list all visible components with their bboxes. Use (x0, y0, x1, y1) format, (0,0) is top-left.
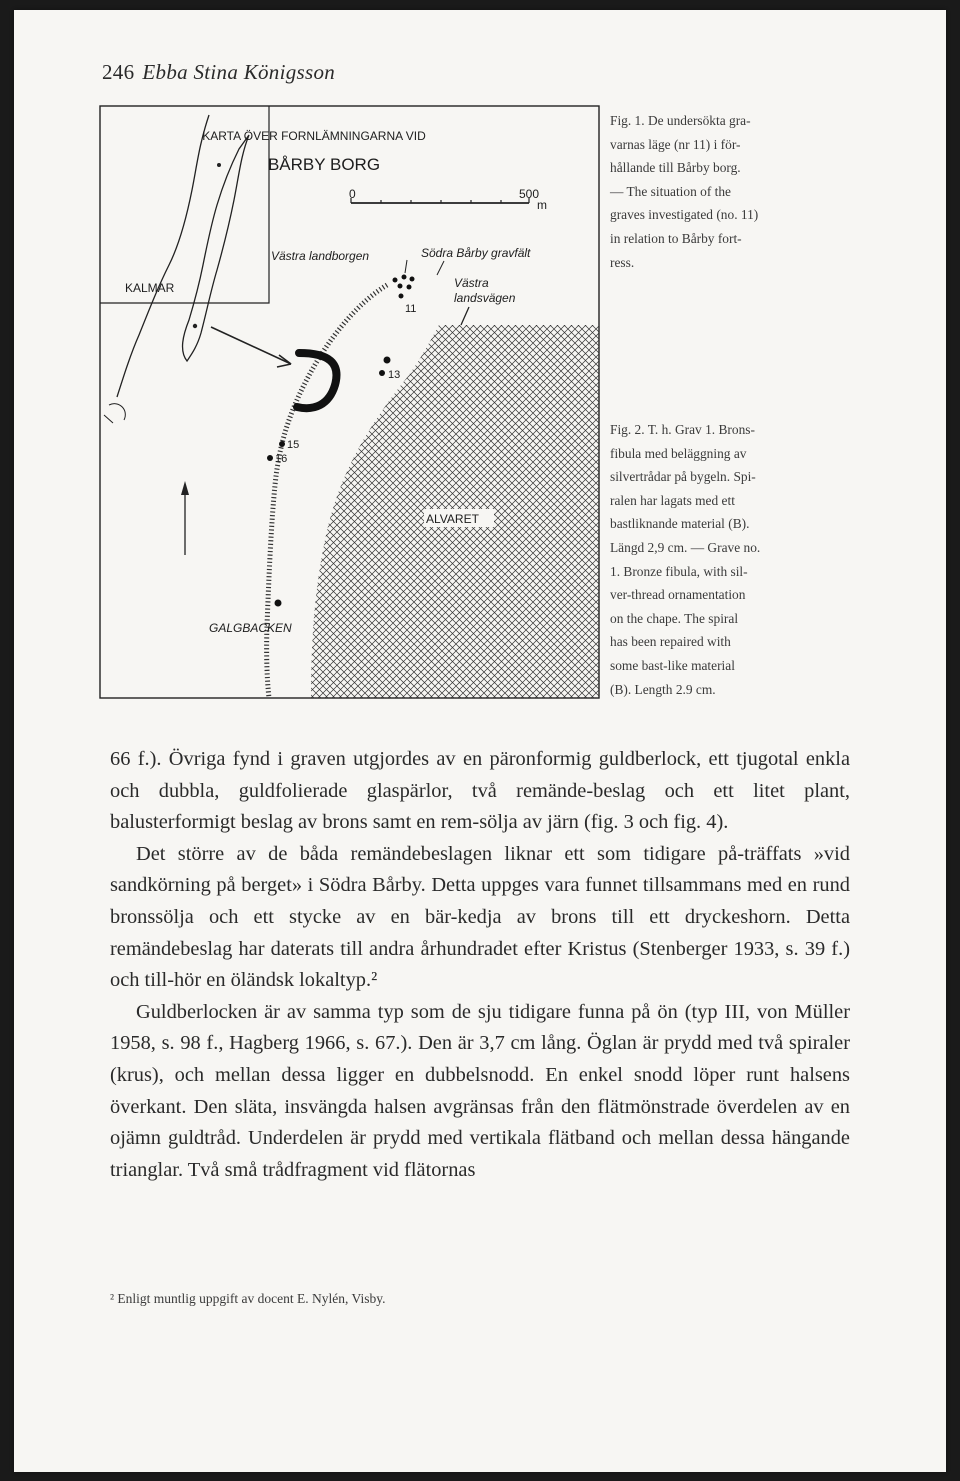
caption-line: hållande till Bårby borg. (610, 160, 741, 176)
label-grave-15: 15 (287, 439, 300, 451)
caption-line: Längd 2,9 cm. — Grave no. (610, 539, 761, 555)
body-text (110, 744, 850, 1186)
mainland-coast (117, 115, 209, 397)
caption-line: ress. (610, 254, 635, 270)
book-page (14, 10, 946, 1472)
footnote: ² Enligt muntlig uppgift av docent E. Nylén, Visby. (110, 1291, 386, 1306)
running-head (102, 60, 335, 85)
label-alvaret: ALVARET (426, 512, 479, 526)
scale-unit: m (537, 198, 547, 212)
caption-line: varnas läge (nr 11) i för- (610, 136, 741, 152)
label-landsvagen: landsvägen (454, 291, 516, 305)
caption-line: — The situation of the (610, 183, 731, 199)
scale-start: 0 (349, 187, 356, 201)
oland-outline (183, 135, 249, 361)
paragraph: 66 f.). Övriga fynd i graven utgjordes av en päronformig guldberlock, ett tjugotal enkla och dubbla, guldfolierade glaspärlor, två remände-beslag och ett litet plant, balusterformigt beslag av brons samt en rem-sölja av järn (fig. 3 och fig. 4). (110, 748, 850, 834)
caption-line: (B). Length 2.9 cm. (610, 681, 716, 697)
label-vastra-landborgen: Västra landborgen (271, 249, 370, 263)
caption-line: silvertrådar på bygeln. Spi- (610, 469, 756, 485)
caption-line: bastliknande material (B). (610, 516, 750, 532)
caption-line: has been repaired with (610, 634, 731, 650)
paragraph: Det större av de båda remändebeslagen liknar ett som tidigare på-träffats »vid sandkörning på berget» i Södra Bårby. Detta uppges vara funnet tillsammans med en rund bronssölja och ett stycke av en bär-kedja av brons till ett dryckeshorn. Detta remändebeslag har daterats till andra århundradet efter Kristus (Stenberger 1933, s. 39 f.) och till-hör en öländsk lokaltyp.² (110, 842, 850, 992)
caption-line: graves investigated (no. 11) (610, 207, 759, 223)
author-name: Ebba Stina Königsson (142, 60, 336, 84)
caption-line: on the chape. The spiral (610, 610, 739, 626)
scale-end: 500 (519, 187, 540, 201)
label-galgbacken: GALGBACKEN (209, 621, 292, 635)
map-title-line1: KARTA ÖVER FORNLÄMNINGARNA VID (202, 129, 426, 143)
caption-line: some bast-like material (610, 657, 735, 673)
label-grave-16: 16 (275, 453, 288, 465)
label-sodra-barby: Södra Bårby gravfält (421, 246, 531, 260)
caption-line: in relation to Bårby fort- (610, 230, 742, 246)
map-title-line2: BÅRBY BORG (267, 155, 381, 174)
figure-1-caption (610, 109, 845, 274)
label-vastra: Västra (454, 276, 489, 290)
caption-line: ralen har lagats med ett (610, 492, 735, 508)
label-kalmar: KALMAR (125, 281, 175, 295)
caption-line: fibula med beläggning av (610, 445, 747, 461)
label-grave-13: 13 (388, 369, 401, 381)
figure-2-caption (610, 418, 845, 701)
paragraph: Guldberlocken är av samma typ som de sju tidigare funna på ön (typ III, von Müller 1958, s. 98 f., Hagberg 1966, s. 67.). Den är 3,7 cm lång. Öglan är prydd med två spiraler (krus), och mellan dessa ligger en dubbelsnodd. En enkel snodd löper runt halsens överkant. Den släta, insvängda halsen avgränsas från den flätmönstrade överdelen av en ojämn guldtråd. Underdelen är prydd med vertikala flätband och mellan dessa hängande trianglar. Två små trådfragment vid flätornas (110, 1000, 850, 1181)
caption-line: 1. Bronze fibula, with sil- (610, 563, 748, 579)
caption-line: Fig. 2. T. h. Grav 1. Brons- (610, 422, 755, 437)
caption-line: Fig. 1. De undersökta gra- (610, 113, 751, 128)
label-grave-11: 11 (405, 303, 417, 315)
page-number: 246 (102, 60, 135, 84)
map-figure (99, 105, 600, 699)
caption-line: ver-thread ornamentation (610, 587, 746, 603)
